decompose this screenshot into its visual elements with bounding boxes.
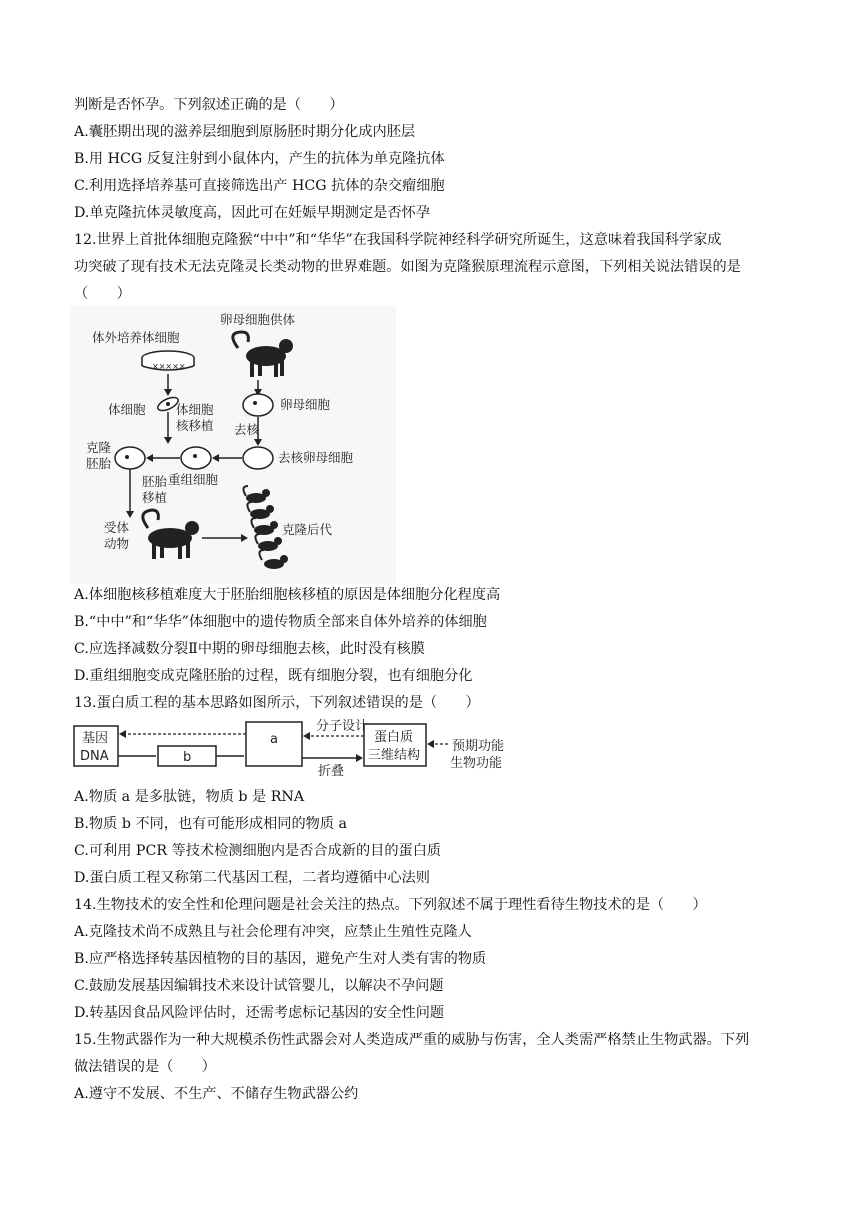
et-label-2: 移植 bbox=[142, 490, 168, 505]
q14-option-b: B.应严格选择转基因植物的目的基因，避免产生对人类有害的物质 bbox=[74, 951, 487, 967]
q12-stem-line2: 功突破了现有技术无法克隆灵长类动物的世界难题。如图为克隆猴原理流程示意图，下列相关说法错误的是 bbox=[74, 259, 741, 275]
q14-option-d: D.转基因食品风险评估时，还需考虑标记基因的安全性问题 bbox=[74, 1005, 445, 1021]
q14-stem: 14.生物技术的安全性和伦理问题是社会关注的热点。下列叙述不属于理性看待生物技术的是（ ） bbox=[74, 897, 707, 913]
q11-option-a: A.囊胚期出现的滋养层细胞到原肠胚时期分化成内胚层 bbox=[74, 124, 416, 140]
q12-option-d: D.重组细胞变成克隆胚胎的过程，既有细胞分裂，也有细胞分化 bbox=[74, 668, 473, 684]
somatic-label: 体细胞 bbox=[108, 402, 146, 417]
et-label-1: 胚胎 bbox=[142, 474, 168, 489]
recipient-label-2: 动物 bbox=[104, 536, 130, 551]
enucleated-oocyte-label: 去核卵母细胞 bbox=[278, 450, 354, 465]
nt-label-1: 体细胞 bbox=[176, 402, 214, 417]
cloning-flow-diagram bbox=[70, 306, 396, 584]
oocyte-label: 卵母细胞 bbox=[280, 397, 331, 412]
offspring-label: 克隆后代 bbox=[282, 522, 333, 537]
donor-label: 卵母细胞供体 bbox=[220, 312, 296, 327]
q13-option-b: B.物质 b 不同，也有可能形成相同的物质 a bbox=[74, 816, 348, 832]
embryo-label-1: 克隆 bbox=[86, 440, 112, 455]
q11-option-d: D.单克隆抗体灵敏度高，因此可在妊娠早期测定是否怀孕 bbox=[74, 205, 430, 221]
q13-stem: 13.蛋白质工程的基本思路如图所示，下列叙述错误的是（ ） bbox=[74, 695, 480, 711]
q12-stem-line3: （ ） bbox=[74, 286, 131, 302]
structure-label-1: 蛋白质 bbox=[374, 730, 414, 745]
function-label-1: 预期功能 bbox=[452, 739, 505, 754]
box-b-label: b bbox=[183, 750, 192, 765]
structure-label-2: 三维结构 bbox=[368, 748, 421, 763]
q12-option-c: C.应选择减数分裂Ⅱ中期的卵母细胞去核，此时没有核膜 bbox=[74, 641, 425, 657]
function-label-2: 生物功能 bbox=[450, 756, 503, 771]
box-a-label: a bbox=[270, 732, 278, 747]
oocyte-icon bbox=[243, 394, 273, 416]
gene-label-1: 基因 bbox=[82, 731, 109, 746]
reconstructed-cell-icon bbox=[181, 447, 211, 469]
enucleated-oocyte-icon bbox=[243, 447, 273, 469]
q15-option-a: A.遵守不发展、不生产、不储存生物武器公约 bbox=[74, 1086, 359, 1102]
q15-stem-line1: 15.生物武器作为一种大规模杀伤性武器会对人类造成严重的威胁与伤害，全人类需严格禁止生物武器。下列 bbox=[74, 1032, 750, 1048]
culture-label: 体外培养体细胞 bbox=[92, 330, 180, 345]
gene-label-2: DNA bbox=[80, 749, 109, 764]
q15-stem-line2: 做法错误的是（ ） bbox=[74, 1059, 216, 1075]
q12-stem-line1: 12.世界上首批体细胞克隆猴“中中”和“华华”在我国科学院神经科学研究所诞生，这意味着我国科学家成 bbox=[74, 232, 722, 248]
q11-stem-end: 判断是否怀孕。下列叙述正确的是（ ） bbox=[74, 97, 344, 113]
reconstructed-label: 重组细胞 bbox=[168, 472, 219, 487]
svg-text:×××××: ××××× bbox=[152, 362, 186, 371]
design-label: 分子设计 bbox=[316, 719, 369, 734]
q13-option-c: C.可利用 PCR 等技术检测细胞内是否合成新的目的蛋白质 bbox=[74, 843, 442, 859]
cloned-embryo-icon bbox=[115, 447, 145, 469]
q14-option-a: A.克隆技术尚不成熟且与社会伦理有冲突，应禁止生殖性克隆人 bbox=[74, 924, 472, 940]
q13-option-d: D.蛋白质工程又称第二代基因工程，二者均遵循中心法则 bbox=[74, 870, 430, 886]
q13-option-a: A.物质 a 是多肽链，物质 b 是 RNA bbox=[74, 789, 305, 805]
q12-option-b: B.“中中”和“华华”体细胞中的遗传物质全部来自体外培养的体细胞 bbox=[74, 614, 487, 630]
q11-option-c: C.利用选择培养基可直接筛选出产 HCG 抗体的杂交瘤细胞 bbox=[74, 178, 445, 194]
q12-option-a: A.体细胞核移植难度大于胚胎细胞核移植的原因是体细胞分化程度高 bbox=[74, 587, 501, 603]
protein-engineering-diagram bbox=[72, 716, 522, 776]
q11-option-b: B.用 HCG 反复注射到小鼠体内，产生的抗体为单克隆抗体 bbox=[74, 151, 445, 167]
fold-label: 折叠 bbox=[318, 764, 345, 776]
embryo-label-2: 胚胎 bbox=[86, 456, 112, 471]
nt-label-2: 核移植 bbox=[176, 418, 214, 433]
recipient-label-1: 受体 bbox=[104, 520, 130, 535]
enucleate-label: 去核 bbox=[234, 422, 260, 437]
q14-option-c: C.鼓励发展基因编辑技术来设计试管婴儿，以解决不孕问题 bbox=[74, 978, 444, 994]
culture-dish-icon bbox=[142, 351, 194, 371]
